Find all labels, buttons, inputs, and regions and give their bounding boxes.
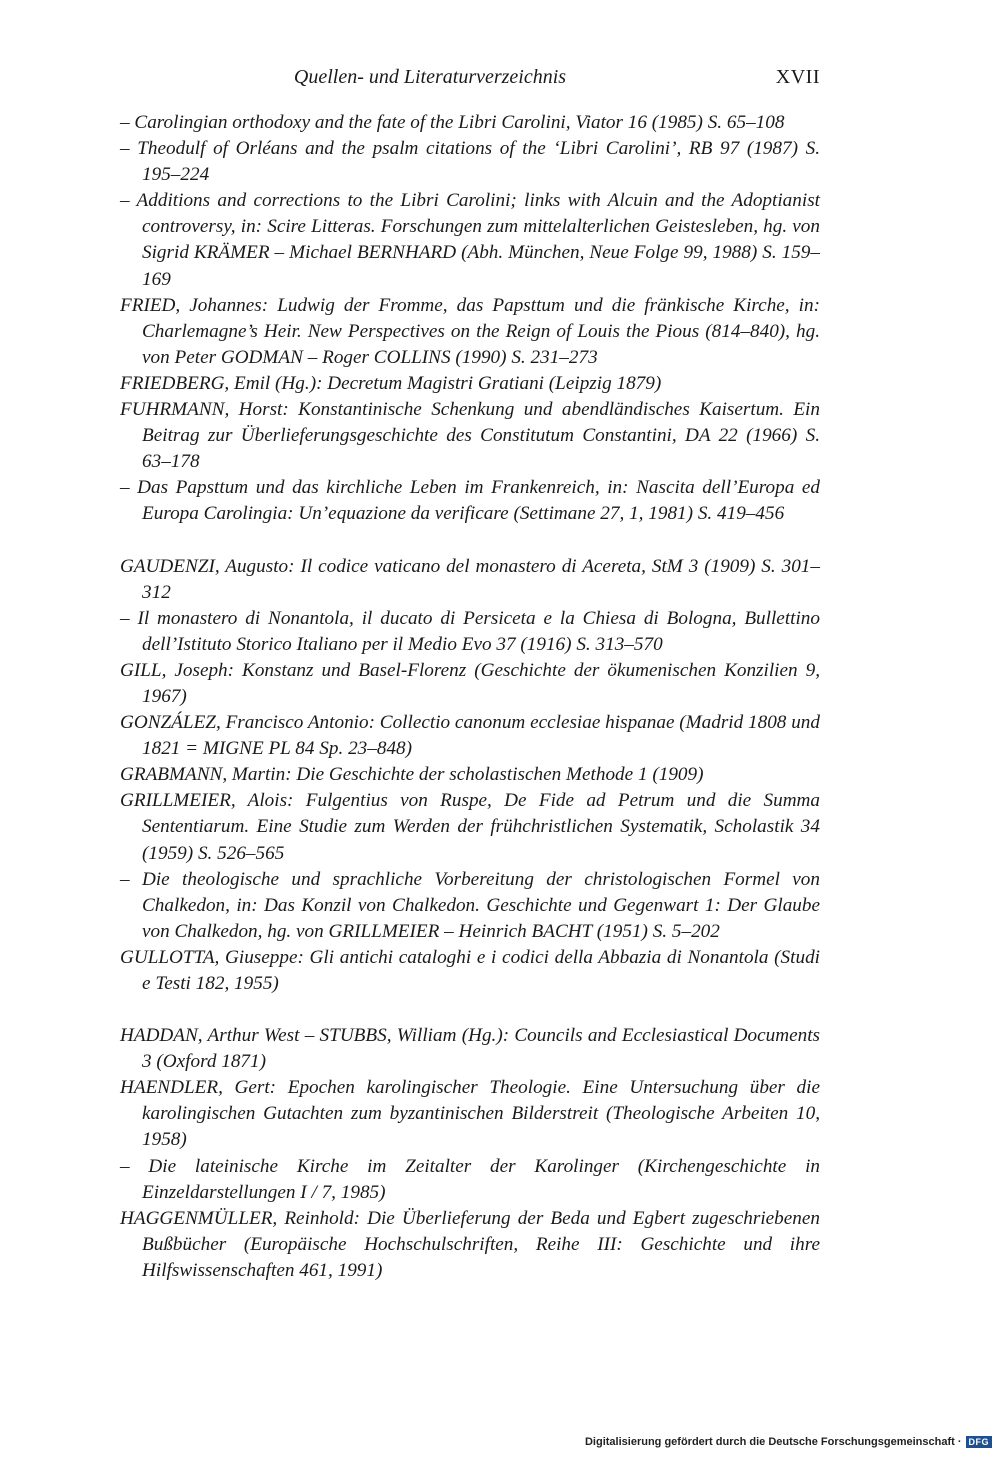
bib-entry: – Carolingian orthodoxy and the fate of the Libri Carolini, Viator 16 (1985) S. 65–108 — [120, 112, 785, 133]
bib-entry: HAGGENMÜLLER, Reinhold: Die Überlieferung der Beda und Egbert zugeschriebenen Bußbücher (Europäische Hochschulschriften, Reihe III: Geschichte und ihre Hilfswissenschaften 461, 1991) — [120, 1207, 820, 1281]
dfg-logo: DFG — [966, 1436, 993, 1448]
page-title: Quellen- und Literaturverzeichnis — [293, 66, 567, 88]
digitization-footer — [585, 1436, 992, 1448]
bib-entry: FRIED, Johannes: Ludwig der Fromme, das Papsttum und die fränkische Kirche, in: Charlemagne’s Heir. New Perspectives on the Reign of Louis the Pious (814–840), hg. von Peter GODMAN – Roger COLLINS (1990) S. 231–273 — [120, 294, 820, 368]
bib-entry: HAENDLER, Gert: Epochen karolingischer Theologie. Eine Untersuchung über die karolingischen Gutachten zum byzantinischen Bilderstreit (Theologische Arbeiten 10, 1958) — [120, 1077, 820, 1151]
bib-entry: – Die lateinische Kirche im Zeitalter der Karolinger (Kirchengeschichte in Einzeldarstellungen I / 7, 1985) — [120, 1155, 820, 1203]
bib-entry: – Die theologische und sprachliche Vorbereitung der christologischen Formel von Chalkedon, in: Das Konzil von Chalkedon. Geschichte und Gegenwart 1: Der Glaube von Chalkedon, hg. von GRILLMEIER – Heinrich BACHT (1951) S. 5–202 — [120, 868, 820, 942]
section-gap — [120, 997, 820, 1023]
bib-entry: GRILLMEIER, Alois: Fulgentius von Ruspe, De Fide ad Petrum und die Summa Sententiarum. Eine Studie zum Werden der frühchristlichen Systematik, Scholastik 34 (1959) S. 526–565 — [120, 790, 820, 864]
bib-entry: – Additions and corrections to the Libri Carolini; links with Alcuin and the Adoptianist controversy, in: Scire Litteras. Forschungen zum mittelalterlichen Geistesleben, hg. von Sigrid KRÄMER – Michael BERNHARD (Abh. München, Neue Folge 99, 1988) S. 159–169 — [120, 190, 820, 290]
bib-entry: – Il monastero di Nonantola, il ducato di Persiceta e la Chiesa di Bologna, Bullettino dell’Istituto Storico Italiano per il Medio Evo 37 (1916) S. 313–570 — [120, 607, 820, 655]
bibliography-list — [120, 110, 820, 1284]
bib-entry: GRABMANN, Martin: Die Geschichte der scholastischen Methode 1 (1909) — [120, 764, 704, 786]
section-gap — [120, 528, 820, 554]
bib-entry: HADDAN, Arthur West – STUBBS, William (Hg.): Councils and Ecclesiastical Documents 3 (Oxford 1871) — [120, 1025, 820, 1073]
bib-entry: – Theodulf of Orléans and the psalm citations of the ‘Libri Carolini’, RB 97 (1987) S. 195–224 — [120, 138, 820, 186]
bib-entry: – Das Papsttum und das kirchliche Leben im Frankenreich, in: Nascita dell’Europa ed Europa Carolingia: Un’equazione da verificare (Settimane 27, 1, 1981) S. 419–456 — [120, 477, 820, 525]
bib-entry: FUHRMANN, Horst: Konstantinische Schenkung und abendländisches Kaisertum. Ein Beitrag zur Überlieferungsgeschichte des Constitutum Constantini, DA 22 (1966) S. 63–178 — [120, 399, 820, 473]
bib-entry: GULLOTTA, Giuseppe: Gli antichi cataloghi e i codici della Abbazia di Nonantola (Studi e Testi 182, 1955) — [120, 946, 820, 994]
page-number: XVII — [775, 66, 820, 88]
bib-entry: GILL, Joseph: Konstanz und Basel-Florenz (Geschichte der ökumenischen Konzilien 9, 1967) — [120, 659, 820, 707]
bib-entry: GONZÁLEZ, Francisco Antonio: Collectio canonum ecclesiae hispanae (Madrid 1808 und 1821 = MIGNE PL 84 Sp. 23–848) — [120, 712, 820, 760]
footer-text: Digitalisierung gefördert durch die Deutsche Forschungsgemeinschaft · — [584, 1436, 962, 1448]
bib-entry: FRIEDBERG, Emil (Hg.): Decretum Magistri Gratiani (Leipzig 1879) — [120, 372, 662, 394]
bib-entry: GAUDENZI, Augusto: Il codice vaticano del monastero di Acereta, StM 3 (1909) S. 301–312 — [120, 555, 820, 603]
